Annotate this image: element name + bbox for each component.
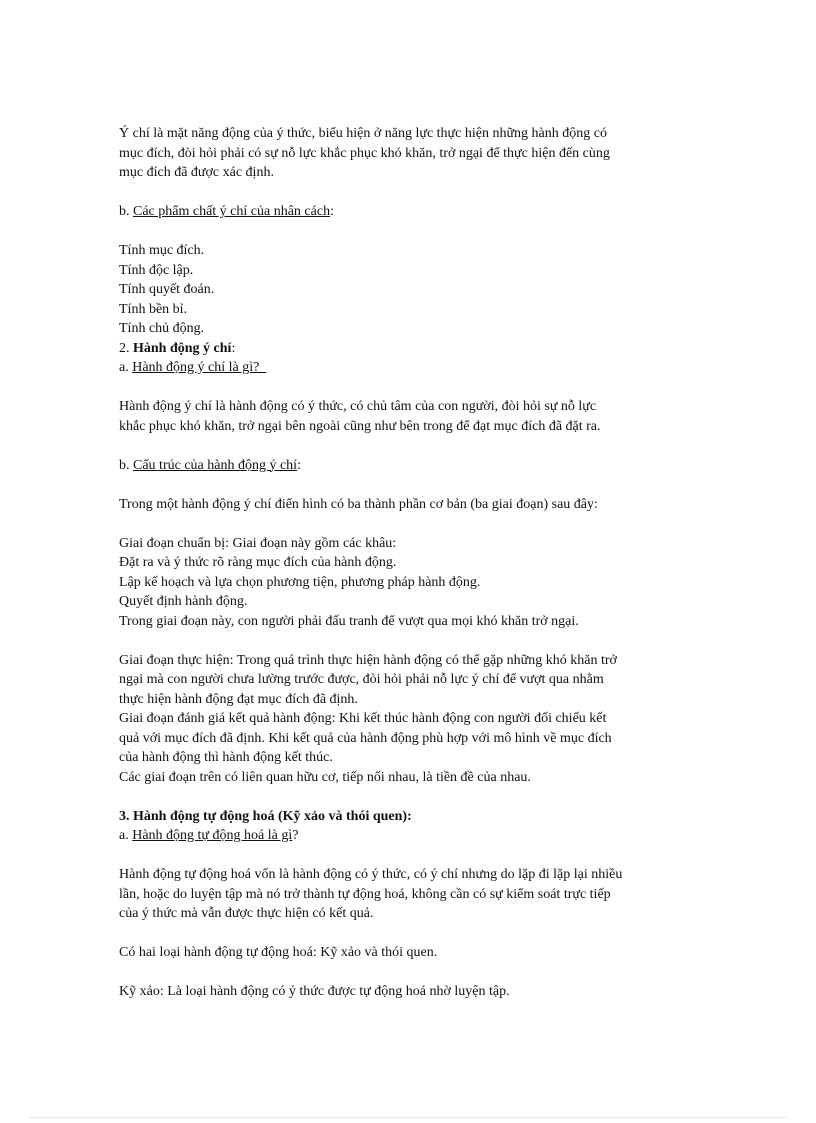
definition-line: Hành động ý chí là hành động có ý thức, có chủ tâm của con người, đòi hỏi sự nỗ lực — [119, 399, 597, 414]
prep-stage-line: Quyết định hành động. — [119, 594, 248, 609]
document-page — [119, 124, 719, 1002]
automation-definition-line: lần, hoặc do luyện tập mà nó trở thành tự động hoá, không cần có sự kiểm soát trực tiếp — [119, 886, 611, 902]
section-2-number: 2. — [119, 340, 133, 356]
automation-definition-line: của ý thức mà vẫn được thực hiện có kết quả. — [119, 906, 374, 921]
intro-line: Ý chí là mặt năng động của ý thức, biểu hiện ở năng lực thực hiện những hành động có — [119, 126, 607, 141]
skill-definition: Kỹ xảo: Là loại hành động có ý thức được tự động hoá nhờ luyện tập. — [119, 984, 510, 999]
section-3a-prefix: a. — [119, 828, 133, 843]
section-3a-heading — [119, 826, 719, 846]
section-2b-suffix: : — [297, 457, 301, 473]
quality-item: Tính chủ động. — [119, 321, 205, 336]
section-2b-title: Cấu trúc của hành động ý chí — [133, 457, 298, 473]
section-3a-suffix: ? — [292, 828, 299, 843]
structure-intro: Trong một hành động ý chí điển hình có ba thành phần cơ bản (ba giai đoạn) sau đây: — [119, 496, 598, 512]
intro-line: mục đích, đòi hỏi phải có sự nỗ lực khắc phục khó khăn, trở ngại để thực hiện đến cùng — [119, 145, 610, 161]
prep-stage-line: Giai đoạn chuẩn bị: Giai đoạn này gồm các khâu: — [119, 535, 397, 551]
automation-types: Có hai loại hành động tự động hoá: Kỹ xảo và thói quen. — [119, 945, 438, 960]
section-2-heading — [119, 339, 719, 359]
section-b-prefix: b. — [119, 204, 133, 219]
page-bottom-border — [28, 1117, 788, 1118]
prep-stage-line: Lập kế hoạch và lựa chọn phương tiện, phương pháp hành động. — [119, 574, 481, 590]
section-2-suffix: : — [231, 340, 236, 356]
exec-stage-line: của hành động thì hành động kết thúc. — [119, 750, 333, 765]
exec-stage-line: ngại mà con người chưa lường trước được, đòi hỏi phải nỗ lực ý chí để vượt qua nhằm — [119, 672, 604, 687]
section-2-title: Hành động ý chí — [133, 340, 232, 356]
quality-item: Tính quyết đoán. — [119, 282, 215, 297]
quality-item: Tính bền bỉ. — [119, 301, 188, 317]
exec-stage-line: Các giai đoạn trên có liên quan hữu cơ, tiếp nối nhau, là tiền đề của nhau. — [119, 769, 531, 785]
intro-line: mục đích đã được xác định. — [119, 165, 274, 180]
section-2b-heading — [119, 456, 719, 476]
exec-stage-line: Giai đoạn đánh giá kết quả hành động: Khi kết thúc hành động con người đối chiếu kết — [119, 711, 607, 726]
definition-line: khắc phục khó khăn, trở ngại bên ngoài cũng như bên trong để đạt mục đích đã đặt ra. — [119, 418, 601, 434]
automation-definition-line: Hành động tự động hoá vốn là hành động có ý thức, có ý chí nhưng do lặp đi lặp lại nhiều — [119, 867, 623, 882]
section-2a-title: Hành động ý chí là gì? — [132, 360, 267, 375]
prep-stage-line: Đặt ra và ý thức rõ ràng mục đích của hành động. — [119, 555, 397, 570]
exec-stage-line: quả với mục đích đã định. Khi kết quả của hành động phù hợp với mô hình về mục đích — [119, 730, 612, 746]
quality-item: Tính mục đích. — [119, 243, 205, 258]
exec-stage-line: Giai đoạn thực hiện: Trong quá trình thực hiện hành động có thể gặp những khó khăn trở — [119, 652, 617, 668]
section-3-heading: 3. Hành động tự động hoá (Kỹ xảo và thói quen): — [119, 808, 412, 824]
section-b-heading — [119, 202, 719, 222]
section-b-title: Các phẩm chất ý chí của nhân cách — [133, 204, 331, 219]
exec-stage-line: thực hiện hành động đạt mục đích đã định. — [119, 691, 358, 707]
section-2a-heading — [119, 358, 719, 378]
section-2a-prefix: a. — [119, 360, 133, 375]
prep-stage-line: Trong giai đoạn này, con người phải đấu tranh để vượt qua mọi khó khăn trở ngại. — [119, 613, 579, 629]
section-b-suffix: : — [330, 204, 334, 219]
section-3a-title: Hành động tự động hoá là gì — [132, 828, 293, 843]
quality-item: Tính độc lập. — [119, 262, 194, 278]
section-2b-prefix: b. — [119, 457, 133, 473]
